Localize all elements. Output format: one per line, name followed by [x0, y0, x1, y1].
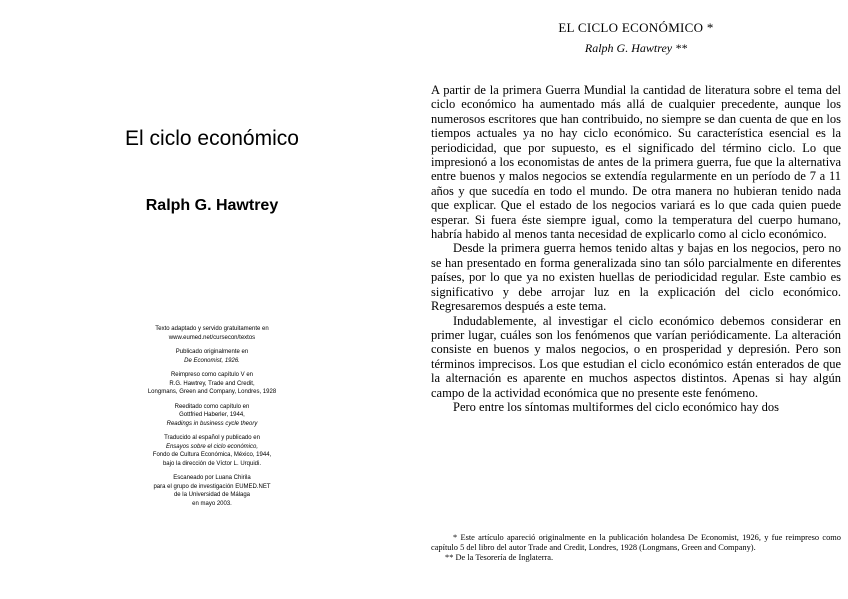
- book-title: El ciclo económico: [125, 127, 299, 150]
- colophon-line: Fondo de Cultura Económica, México, 1944,: [152, 452, 272, 458]
- colophon-line: Escaneado por Luana Chirila: [173, 475, 251, 481]
- colophon-line: Publicado originalmente en: [175, 349, 249, 355]
- colophon-line: Traducido al español y publicado en: [164, 435, 260, 441]
- colophon-translation: [104, 434, 320, 468]
- colophon-line: para el grupo de investigación EUMED.NET: [153, 483, 271, 490]
- colophon-line: Longmans, Green and Company, Londres, 1928: [147, 389, 277, 395]
- paragraph: Desde la primera guerra hemos tenido altas y bajas en los negocios, pero no se han presentado en forma generalizada sino tan sólo parcialmente en diferentes países, por lo que ya no existen huellas de periodicidad regular. Este cambio es significativo y debe arrojar luz en la explicación del ciclo económico. Regresaremos después a este tema.: [431, 241, 841, 314]
- colophon-line: Ensayos sobre el ciclo económico,: [165, 443, 259, 450]
- colophon-line: en mayo 2003.: [192, 500, 232, 507]
- colophon-line: bajo la dirección de Víctor L. Urquidi.: [162, 460, 262, 467]
- colophon-scan: [104, 474, 320, 508]
- colophon-original: [104, 348, 320, 365]
- colophon-line: www.eumed.net/cursecon/textos: [168, 334, 256, 341]
- article-title: EL CICLO ECONÓMICO *: [558, 20, 714, 35]
- colophon-line: Texto adaptado y servido gratuitamente en: [155, 326, 269, 332]
- article-author: Ralph G. Hawtrey **: [584, 41, 688, 55]
- colophon-line: Reimpreso como capítulo V en: [170, 372, 254, 378]
- colophon-line: Reeditado como capítulo en: [174, 403, 250, 410]
- colophon-reedition: [104, 403, 320, 429]
- footnote: ** De la Tesorería de Inglaterra.: [445, 553, 554, 562]
- footnote: * Este artículo apareció originalmente en la publicación holandesa De Economist, 1926, y fue reimpreso como capítulo 5 del libro del autor Trade and Credit, Londres, 1928 (Longmans, Green and Company).: [431, 533, 841, 552]
- book-author: Ralph G. Hawtrey: [145, 197, 279, 214]
- article-body: [431, 83, 841, 414]
- paragraph: Indudablemente, al investigar el ciclo económico debemos considerar en primer lugar, cuáles son los fenómenos que varían periódicamente. La alteración consiste en buenos y malos negocios, o en prosperidad y depresión. Pero son términos imprecisos. Los que estudian el ciclo económico están enterados de que la alternación es aparente en muchos aspectos distintos. Apenas si hay algún campo de la actividad económica que no presente este fenómeno.: [431, 313, 841, 400]
- colophon-line: R.G. Hawtrey, Trade and Credit,: [169, 380, 255, 387]
- right-page: [424, 0, 848, 599]
- colophon-line: de la Universidad de Málaga: [173, 492, 251, 498]
- paragraph: A partir de la primera Guerra Mundial la cantidad de literatura sobre el tema del ciclo económico ha aumentado más allá de cualquier precedente, aunque los numerosos escritores que han contribuido, no siempre se dan cuenta de que en los tiempos actuales ya no hay ciclo económico. Su característica esencial es la periodicidad, que por supuesto, es el significado del término ciclo. Lo que impresionó a los economistas de antes de la primera guerra, fue que la alternativa entre buenos y malos negocios se extendía regularmente en un período de 7 a 11 años y que sucedía en todo el mundo. De otra manera no hubieran tenido nada que explicar. Que el estado de los negocios variará es lo que cada quien puede esperar. Si fuera éste siempre igual, como la temperatura del cuerpo humano, habría habido al menos tanta necesidad de explicarlo como al ciclo económico.: [431, 83, 841, 242]
- paragraph: Pero entre los síntomas multiformes del ciclo económico hay dos: [453, 399, 779, 414]
- colophon-line: Readings in business cycle theory: [166, 420, 258, 427]
- colophon-line: Gottfried Haberler, 1944,: [179, 412, 245, 418]
- colophon-line: De Economist, 1926.: [184, 357, 240, 364]
- colophon-reprint: [104, 371, 320, 397]
- footnotes: [431, 533, 841, 563]
- colophon: [104, 325, 320, 514]
- colophon-source: [104, 325, 320, 342]
